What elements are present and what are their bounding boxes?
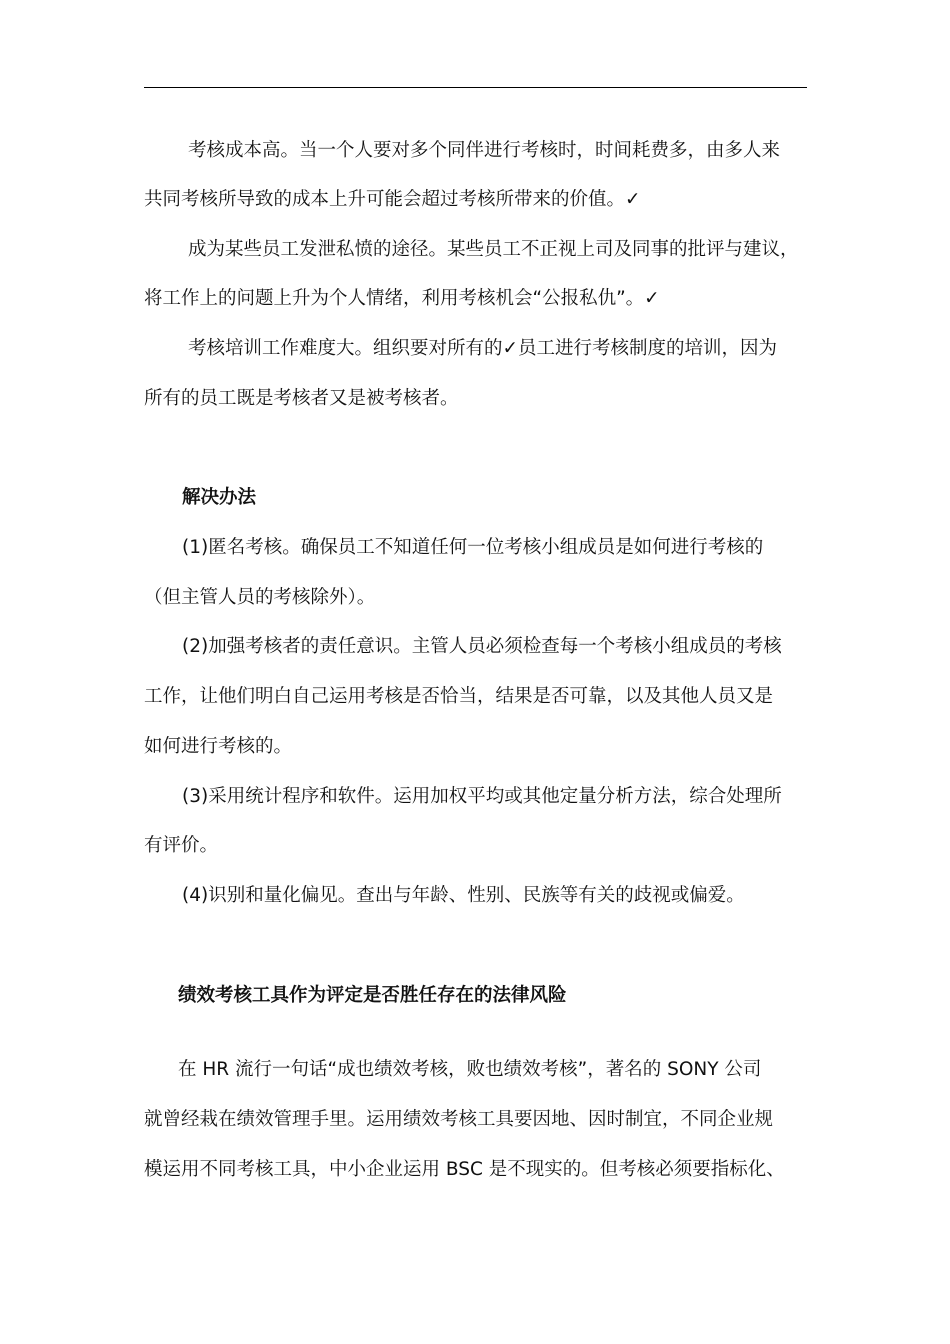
text-line: （但主管人员的考核除外）。 <box>144 587 376 608</box>
section-heading: 解决办法 <box>182 487 257 508</box>
text-line: (2)加强考核者的责任意识。主管人员必须检查每一个考核小组成员的考核 <box>182 636 782 657</box>
text-line: (4)识别和量化偏见。查出与年龄、性别、民族等有关的歧视或偏爱。 <box>182 885 745 906</box>
text-line: 在 HR 流行一句话“成也绩效考核，败也绩效考核”，著名的 SONY 公司 <box>178 1059 762 1080</box>
header-rule <box>144 87 807 88</box>
text-line: 将工作上的问题上升为个人情绪，利用考核机会“公报私仇”。✓ <box>144 288 660 309</box>
text-line: 有评价。 <box>144 835 219 856</box>
section-heading: 绩效考核工具作为评定是否胜任存在的法律风险 <box>178 985 567 1006</box>
text-line: 工作，让他们明白自己运用考核是否恰当，结果是否可靠，以及其他人员又是 <box>144 686 774 707</box>
text-line: 如何进行考核的。 <box>144 736 293 757</box>
text-line: (1)匿名考核。确保员工不知道任何一位考核小组成员是如何进行考核的 <box>182 537 764 558</box>
text-line: 考核培训工作难度大。组织要对所有的✓员工进行考核制度的培训，因为 <box>188 338 778 359</box>
text-line: 就曾经栽在绩效管理手里。运用绩效考核工具要因地、因时制宜，不同企业规 <box>144 1109 774 1130</box>
text-line: 成为某些员工发泄私愤的途径。某些员工不正视上司及同事的批评与建议， <box>188 239 799 260</box>
text-line: (3)采用统计程序和软件。运用加权平均或其他定量分析方法，综合处理所 <box>182 786 782 807</box>
text-line: 共同考核所导致的成本上升可能会超过考核所带来的价值。✓ <box>144 189 641 210</box>
text-line: 所有的员工既是考核者又是被考核者。 <box>144 388 459 409</box>
text-line: 模运用不同考核工具，中小企业运用 BSC 是不现实的。但考核必须要指标化、 <box>144 1159 785 1180</box>
text-line: 考核成本高。当一个人要对多个同伴进行考核时，时间耗费多，由多人来 <box>188 140 781 161</box>
